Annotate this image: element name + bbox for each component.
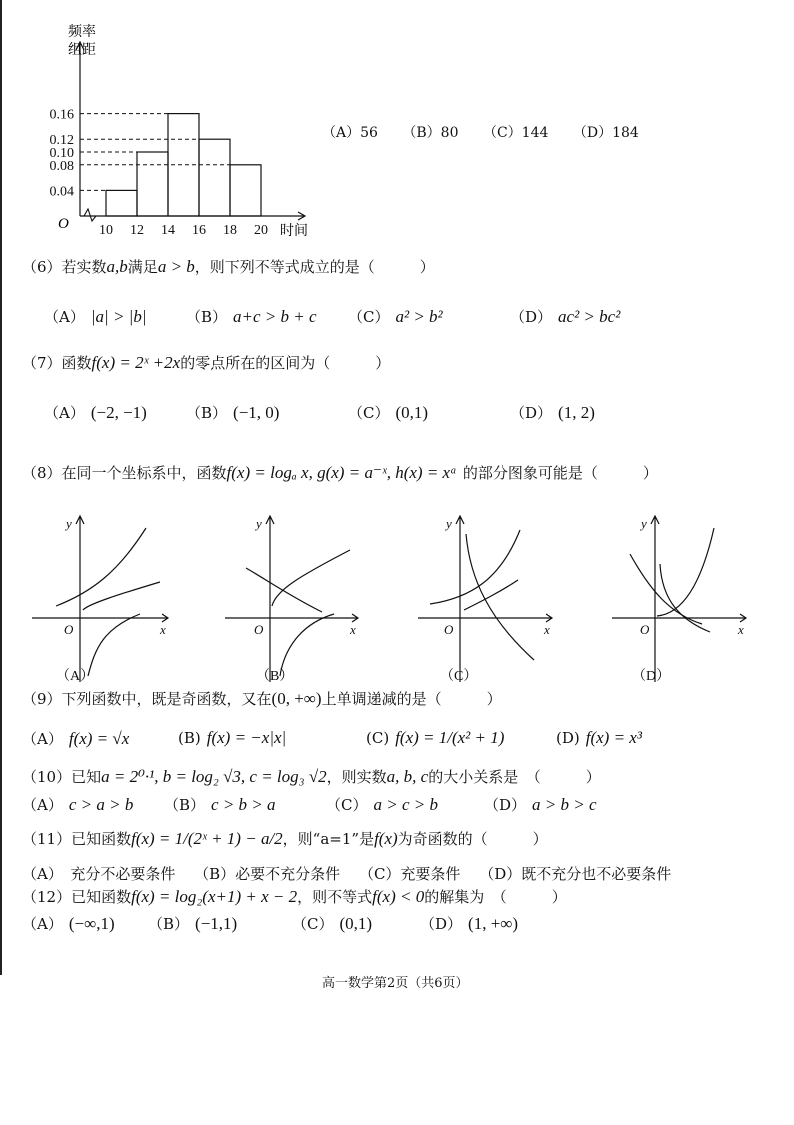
q8-graph-a-curve-1 [56, 528, 146, 606]
q8-a-y-label: y [66, 516, 72, 531]
q6-label-b: （B） [186, 308, 228, 326]
q12-option-a[interactable] [22, 913, 115, 934]
q6-option-c[interactable] [348, 306, 443, 327]
q12-interval-a: (−∞,1) [68, 914, 115, 933]
q8-graph-c-y-axis [456, 516, 464, 682]
q8-c-x-label: x [544, 622, 550, 637]
hist-x-title: 时间 [280, 224, 308, 239]
q10-vars: a, b, c [386, 767, 429, 786]
q8-graph-a-y-axis [76, 516, 84, 682]
hist-axis-break [84, 209, 96, 221]
q12-formula: f(x) = log₂(x+1) + x − 2 [131, 887, 298, 906]
hist-x-tick-label: 18 [223, 223, 237, 238]
q8-b-origin: O [254, 622, 264, 637]
left-margin-rule [0, 0, 2, 975]
q8-prefix: （8）在同一个坐标系中，函数 [22, 464, 227, 482]
q7-interval-d: (1, 2) [558, 403, 595, 422]
hist-bar [137, 152, 168, 216]
q9-label-a: （A） [22, 730, 63, 748]
q6-prefix: （6）若实数 [22, 258, 107, 276]
q8-b-x-label: x [350, 622, 356, 637]
q7-stem [22, 352, 390, 373]
q11-fx: f(x) [374, 829, 398, 848]
q11-mid: ，则“a=1”是 [282, 830, 375, 848]
q7-label-d: （D） [510, 404, 553, 422]
q6-stem [22, 256, 435, 277]
q10-order-c: a > c > b [373, 795, 438, 814]
q8-graph-b-curve-2 [272, 550, 350, 606]
hist-x-tick-label: 10 [99, 223, 113, 238]
q12-stem [22, 886, 567, 907]
q6-option-b[interactable] [186, 306, 317, 327]
q5-option-d[interactable]: （D）184 [572, 125, 639, 141]
q8-d-y-label: y [641, 516, 647, 531]
q12-interval-d: (1, +∞) [468, 914, 519, 933]
q9-label-b: (B) [178, 729, 201, 747]
q7-interval-c: (0,1) [395, 403, 429, 422]
q8-c-y-label: y [446, 516, 452, 531]
q7-option-d[interactable] [510, 402, 595, 423]
q7-interval-b: (−1, 0) [233, 403, 280, 422]
q12-label-d: （D） [420, 915, 463, 933]
q6-option-a[interactable] [44, 306, 147, 327]
q11-suffix: 为奇函数的（ ） [397, 830, 548, 848]
q9-option-c[interactable] [366, 728, 504, 748]
q11-stem [22, 828, 548, 849]
q8-graph-a-curve-3 [88, 614, 140, 676]
q8-graph-c-curve-1 [430, 530, 520, 604]
q10-order-a: c > a > b [68, 795, 134, 814]
hist-y-tick-label: 0.16 [49, 107, 74, 123]
q9-suffix: 上单调递减的是（ ） [321, 690, 502, 708]
hist-y-tick-label: 0.10 [49, 146, 74, 161]
q7-formula: f(x) = 2ˣ +2x [91, 353, 181, 372]
q8-graph-d-y-axis [651, 516, 659, 682]
q7-option-b[interactable] [186, 402, 279, 423]
hist-origin: O [58, 216, 69, 232]
q12-label-a: （A） [22, 915, 63, 933]
q11-prefix: （11）已知函数 [22, 830, 132, 848]
hist-y-tick-label: 0.04 [49, 184, 74, 200]
hist-x-tick-label: 12 [130, 223, 144, 238]
q10-label-a: （A） [22, 796, 63, 814]
q8-graph-c-label[interactable]: （C） [440, 669, 478, 684]
q10-suffix: 的大小关系是 （ ） [428, 768, 601, 786]
q9-label-d: (D) [556, 729, 580, 747]
hist-bar [230, 165, 261, 216]
q9-stem [22, 688, 502, 709]
q8-suffix: 的部分图象可能是（ ） [462, 464, 658, 482]
hist-y-title-bottom: 组距 [68, 43, 96, 58]
q12-option-d[interactable] [420, 913, 518, 934]
q8-graph-d-curve-3 [660, 564, 710, 632]
q10-option-b[interactable] [164, 794, 276, 815]
q6-mid: 满足 [127, 258, 158, 276]
q8-graph-b-label[interactable]: （B） [256, 669, 294, 684]
q10-option-d[interactable] [484, 794, 597, 815]
q9-option-a[interactable] [22, 728, 129, 749]
q6-formula-b: a+c > b + c [233, 307, 317, 326]
q6-vars: a,b [106, 257, 128, 276]
q10-order-d: a > b > c [532, 795, 597, 814]
q8-b-y-label: y [256, 516, 262, 531]
q10-option-c[interactable] [326, 794, 438, 815]
q8-stem [22, 462, 658, 483]
q8-graph-a [32, 516, 168, 682]
q9-interval: (0, +∞) [271, 689, 322, 708]
q6-formula-c: a² > b² [395, 307, 443, 326]
q10-prefix: （10）已知 [22, 768, 102, 786]
q7-label-b: （B） [186, 404, 228, 422]
hist-y-tick-label: 0.12 [49, 133, 74, 149]
q12-interval-c: (0,1) [339, 914, 373, 933]
q9-formula-b: f(x) = −x|x| [206, 728, 287, 747]
frequency-histogram [20, 20, 320, 245]
q8-graph-b-curve-3 [280, 614, 334, 676]
q9-option-d[interactable] [556, 728, 642, 748]
q12-label-b: （B） [148, 915, 190, 933]
q8-graph-c-curve-2 [464, 580, 518, 610]
q12-ineq: f(x) < 0 [372, 887, 425, 906]
q7-label-c: （C） [348, 404, 390, 422]
q10-mid: ，则实数 [326, 768, 387, 786]
q11-options [22, 863, 671, 884]
q11-option-c[interactable]: （C）充要条件 [358, 865, 461, 883]
q8-graph-b-y-axis [266, 516, 274, 682]
q10-stem [22, 766, 601, 787]
hist-x-tick-label: 14 [161, 223, 175, 238]
q8-graphs [0, 510, 794, 690]
q6-label-a: （A） [44, 308, 85, 326]
q8-graph-c-x-axis [418, 614, 552, 622]
q8-graph-d-x-axis [612, 614, 746, 622]
q5-option-a[interactable]: （A）56 [322, 125, 378, 141]
q7-prefix: （7）函数 [22, 354, 92, 372]
q12-interval-b: (−1,1) [195, 914, 238, 933]
q10-label-d: （D） [484, 796, 527, 814]
q10-label-b: （B） [164, 796, 206, 814]
page-footer: 高一数学第2页（共6页） [322, 976, 469, 991]
q7-label-a: （A） [44, 404, 85, 422]
q12-option-c[interactable] [292, 913, 372, 934]
hist-y-tick-label: 0.08 [49, 158, 74, 174]
q10-order-b: c > b > a [211, 795, 276, 814]
q12-option-b[interactable] [148, 913, 237, 934]
hist-bar [199, 139, 230, 216]
q6-cond: a > b [157, 257, 195, 276]
q10-label-c: （C） [326, 796, 368, 814]
q9-formula-c: f(x) = 1/(x² + 1) [395, 728, 505, 747]
q11-option-b[interactable]: （B）必要不充分条件 [194, 865, 341, 883]
q8-c-origin: O [444, 622, 454, 637]
q9-label-c: (C) [366, 729, 390, 747]
hist-bar [106, 190, 137, 216]
q10-option-a[interactable] [22, 794, 133, 815]
q12-mid: ，则不等式 [297, 888, 373, 906]
q5-option-b[interactable]: （B）80 [402, 125, 459, 141]
q6-label-d: （D） [510, 308, 553, 326]
q6-option-d[interactable] [510, 306, 620, 327]
q6-formula-d: ac² > bc² [558, 307, 621, 326]
q8-graph-d [612, 516, 746, 682]
q12-prefix: （12）已知函数 [22, 888, 132, 906]
q6-label-c: （C） [348, 308, 390, 326]
q8-graph-c-curve-3 [466, 534, 534, 660]
q8-a-origin: O [64, 622, 74, 637]
hist-x-tick-label: 20 [254, 223, 268, 238]
q8-graph-c [418, 516, 552, 682]
q8-graph-a-x-axis [32, 614, 168, 622]
q11-formula: f(x) = 1/(2ˣ + 1) − a/2 [131, 829, 283, 848]
q8-graph-b [225, 516, 358, 682]
q9-formula-a: f(x) = √x [68, 729, 130, 748]
hist-x-tick-label: 16 [192, 223, 206, 238]
q9-formula-d: f(x) = x³ [585, 728, 642, 747]
q6-suffix: ，则下列不等式成立的是（ ） [194, 258, 435, 276]
q8-a-x-label: x [160, 622, 166, 637]
q8-graph-a-label[interactable]: （A） [56, 669, 95, 684]
q11-option-d[interactable]: （D）既不充分也不必要条件 [479, 865, 672, 883]
q7-option-a[interactable] [44, 402, 147, 423]
q7-suffix: 的零点所在的区间为（ ） [180, 354, 391, 372]
q10-formula: a = 2⁰·¹, b = log₂ √3, c = log₃ √2 [101, 767, 327, 786]
hist-marks [50, 42, 306, 238]
q6-formula-a: |a| > |b| [90, 307, 147, 326]
q7-interval-a: (−2, −1) [90, 403, 147, 422]
q12-label-c: （C） [292, 915, 334, 933]
q8-formula: f(x) = logₐ x, g(x) = a⁻ˣ, h(x) = xᵃ [226, 463, 457, 482]
hist-y-title-top: 频率 [68, 25, 96, 40]
q8-graph-b-x-axis [225, 614, 358, 622]
q8-d-x-label: x [738, 622, 744, 637]
q9-option-b[interactable] [178, 728, 286, 748]
q7-option-c[interactable] [348, 402, 428, 423]
q11-option-a[interactable]: （A） 充分不必要条件 [22, 865, 176, 883]
q5-option-c[interactable]: （C）144 [482, 125, 549, 141]
q8-graph-d-label[interactable]: （D） [632, 669, 671, 684]
q8-d-origin: O [640, 622, 650, 637]
q12-suffix: 的解集为 （ ） [424, 888, 567, 906]
q5-options [322, 122, 639, 142]
q9-prefix: （9）下列函数中，既是奇函数，又在 [22, 690, 272, 708]
